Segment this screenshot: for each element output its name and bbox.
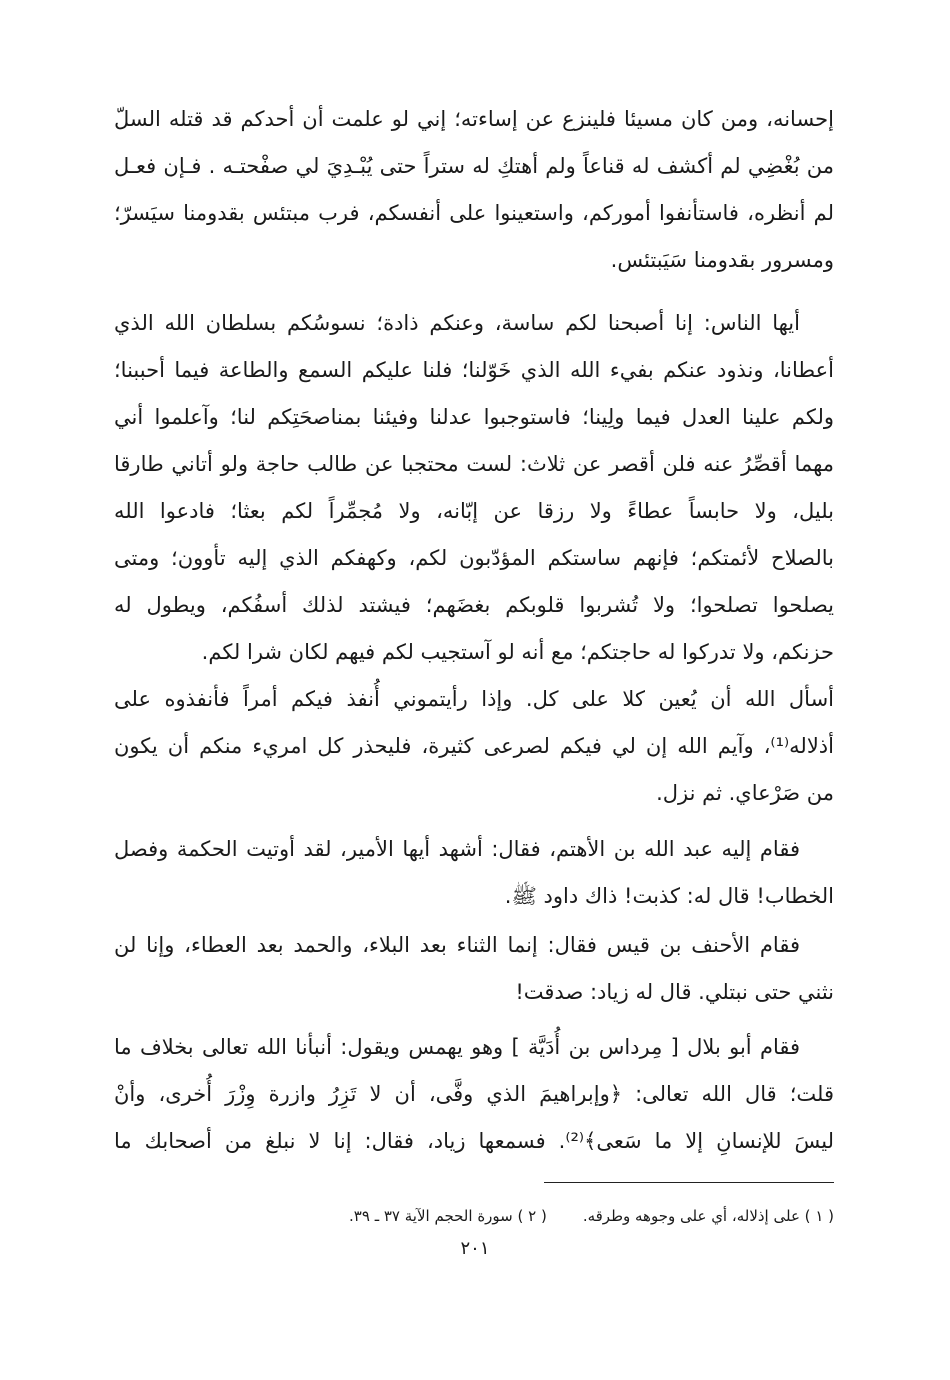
text-line: الخطاب! قال له: كذبت! ذاك داود ﷺ. xyxy=(504,884,834,908)
text-line: حزنكم، ولا تدركوا له حاجتكم؛ مع أنه لو آستجيب لكم فيهم لكان شرا لكم. xyxy=(201,640,834,664)
footnote-1: ( ١ ) على إذلاله، أي على وجوهه وطرقه. xyxy=(582,1207,834,1225)
text-line: أعطانا، ونذود عنكم بفيء الله الذي خَوّلنا؛ فلنا عليكم السمع والطاعة فيما أحببنا؛ xyxy=(114,358,834,382)
text-line: فقام أبو بلال [ مِرداس بن أُدَيَّة ] وهو يهمس ويقول: أنبأنا الله تعالى بخلاف ما xyxy=(114,1035,800,1059)
paragraph xyxy=(114,96,834,284)
text-line: ليسَ للإنسانِ إلا ما سَعى﴾⁽²⁾. فسمعها زياد، فقال: إنا لا نبلغ من أصحابك ما xyxy=(114,1129,834,1153)
text-line: بليل، ولا حابساً عطاءً ولا رزقا عن إبّانه، ولا مُجمِّراً لكم بعثا؛ فادعوا الله xyxy=(114,499,834,523)
text-line: ومسرور بقدومنا سَيَبتئس. xyxy=(610,248,834,272)
text-line: من صَرْعاي. ثم نزل. xyxy=(656,781,834,805)
paragraph xyxy=(114,826,834,920)
text-line: يصلحوا تصلحوا؛ ولا تُشربوا قلوبكم بغضَهم؛ فيشتد لذلك أسفُكم، ويطول له xyxy=(114,593,834,617)
footnote-divider xyxy=(544,1182,834,1183)
text-line: إحسانه، ومن كان مسيئا فلينزع عن إساءته؛ إني لو علمت أن أحدكم قد قتله السلّ xyxy=(114,107,834,131)
text-line: أسأل الله أن يُعين كلا على كل. وإذا رأيتموني أُنفذ فيكم أمراً فأنفذوه على xyxy=(114,687,834,711)
text-line: ولكم علينا العدل فيما ولِينا؛ فاستوجبوا عدلنا وفيئنا بمناصحَتِكم لنا؛ وآعلموا أني xyxy=(114,405,834,429)
text-line: قلت؛ قال الله تعالى: ﴿وإبراهيمَ الذي وفَّى، أن لا تَزِرُ وازرة وِزْرَ أُخرى، وأنْ xyxy=(114,1082,834,1106)
footnote-2: ( ٢ ) سورة الحجم الآية ٣٧ ـ ٣٩. xyxy=(349,1207,547,1225)
text-line: أذلاله⁽¹⁾، وآيم الله إن لي فيكم لصرعى كثيرة، فليحذر كل امريء منكم أن يكون xyxy=(114,734,834,758)
footnotes xyxy=(114,1204,834,1228)
text-line: لم أنظره، فاستأنفوا أموركم، واستعينوا على أنفسكم، فرب مبتئس بقدومنا سيَسرّ؛ xyxy=(114,201,834,225)
text-line: بالصلاح لأئمتكم؛ فإنهم ساستكم المؤدّبون لكم، وكهفكم الذي إليه تأوون؛ ومتى xyxy=(114,546,834,570)
text-line: من بُغْضِي لم أكشف له قناعاً ولم أهتكِ له ستراً حتى يُبْـدِيَ لي صفْحتـه . فـإن فعـل xyxy=(114,154,834,178)
paragraph xyxy=(114,300,834,817)
text-line: نثني حتى نبتلي. قال له زياد: صدقت! xyxy=(515,980,834,1004)
text-line: مهما أقصِّرُ عنه فلن أقصر عن ثلاث: لست محتجبا عن طالب حاجة ولو أتاني طارقا xyxy=(114,452,834,476)
page-number: ٢٠١ xyxy=(460,1238,490,1259)
text-line: فقام إليه عبد الله بن الأهتم، فقال: أشهد أيها الأمير، لقد أوتيت الحكمة وفصل xyxy=(114,837,800,861)
text-line: فقام الأحنف بن قيس فقال: إنما الثناء بعد البلاء، والحمد بعد العطاء، وإنا لن xyxy=(114,933,800,957)
text-line: أيها الناس: إنا أصبحنا لكم ساسة، وعنكم ذادة؛ نسوسُكم بسلطان الله الذي xyxy=(114,311,800,335)
paragraph xyxy=(114,1024,834,1165)
paragraph xyxy=(114,922,834,1016)
